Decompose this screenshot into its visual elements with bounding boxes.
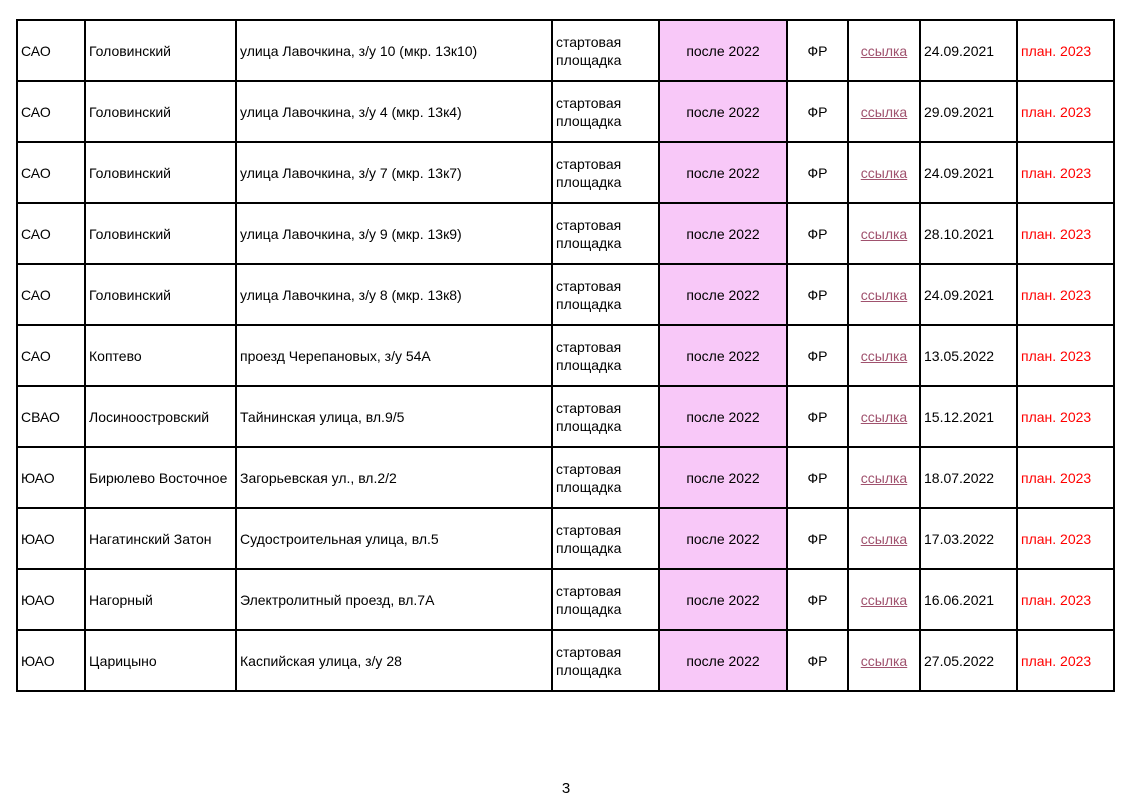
district-cell: САО [17, 264, 85, 325]
date-cell: 17.03.2022 [920, 508, 1017, 569]
area-cell: Лосиноостровский [85, 386, 236, 447]
source-cell: ФР [787, 569, 848, 630]
address-cell: Загорьевская ул., вл.2/2 [236, 447, 552, 508]
link-cell [848, 447, 920, 508]
date-cell: 29.09.2021 [920, 81, 1017, 142]
link-cell [848, 508, 920, 569]
area-cell: Бирюлево Восточное [85, 447, 236, 508]
site-type-cell: стартовая площадка [552, 81, 659, 142]
source-cell: ФР [787, 508, 848, 569]
address-cell: улица Лавочкина, з/у 8 (мкр. 13к8) [236, 264, 552, 325]
table-row [17, 447, 1114, 508]
link-cell [848, 325, 920, 386]
site-type-cell: стартовая площадка [552, 386, 659, 447]
area-cell: Головинский [85, 20, 236, 81]
site-type-cell: стартовая площадка [552, 630, 659, 691]
date-cell: 24.09.2021 [920, 20, 1017, 81]
period-cell: после 2022 [659, 20, 787, 81]
plan-cell: план. 2023 [1017, 325, 1114, 386]
district-cell: ЮАО [17, 630, 85, 691]
plan-cell: план. 2023 [1017, 264, 1114, 325]
table-row [17, 325, 1114, 386]
area-cell: Царицыно [85, 630, 236, 691]
document-link[interactable]: ссылка [860, 164, 908, 181]
table-row [17, 569, 1114, 630]
link-cell [848, 142, 920, 203]
plan-cell: план. 2023 [1017, 569, 1114, 630]
plan-cell: план. 2023 [1017, 508, 1114, 569]
plan-cell: план. 2023 [1017, 630, 1114, 691]
date-cell: 28.10.2021 [920, 203, 1017, 264]
area-cell: Нагорный [85, 569, 236, 630]
date-cell: 27.05.2022 [920, 630, 1017, 691]
page-number: 3 [561, 780, 571, 797]
period-cell: после 2022 [659, 447, 787, 508]
document-link[interactable]: ссылка [860, 286, 908, 303]
district-cell: СВАО [17, 386, 85, 447]
area-cell: Головинский [85, 142, 236, 203]
date-cell: 24.09.2021 [920, 264, 1017, 325]
period-cell: после 2022 [659, 630, 787, 691]
table-row [17, 203, 1114, 264]
document-link[interactable]: ссылка [860, 591, 908, 608]
date-cell: 24.09.2021 [920, 142, 1017, 203]
plan-cell: план. 2023 [1017, 203, 1114, 264]
site-type-cell: стартовая площадка [552, 20, 659, 81]
link-cell [848, 569, 920, 630]
district-cell: САО [17, 142, 85, 203]
document-link[interactable]: ссылка [860, 225, 908, 242]
source-cell: ФР [787, 325, 848, 386]
period-cell: после 2022 [659, 569, 787, 630]
document-link[interactable]: ссылка [860, 42, 908, 59]
site-type-cell: стартовая площадка [552, 325, 659, 386]
district-cell: САО [17, 203, 85, 264]
address-cell: Каспийская улица, з/у 28 [236, 630, 552, 691]
source-cell: ФР [787, 447, 848, 508]
district-cell: САО [17, 81, 85, 142]
district-cell: ЮАО [17, 447, 85, 508]
period-cell: после 2022 [659, 508, 787, 569]
area-cell: Коптево [85, 325, 236, 386]
district-cell: САО [17, 20, 85, 81]
site-type-cell: стартовая площадка [552, 142, 659, 203]
link-cell [848, 20, 920, 81]
link-cell [848, 264, 920, 325]
date-cell: 15.12.2021 [920, 386, 1017, 447]
table-row [17, 142, 1114, 203]
site-type-cell: стартовая площадка [552, 203, 659, 264]
table-row [17, 386, 1114, 447]
source-cell: ФР [787, 142, 848, 203]
table-row [17, 630, 1114, 691]
source-cell: ФР [787, 203, 848, 264]
plan-cell: план. 2023 [1017, 20, 1114, 81]
date-cell: 13.05.2022 [920, 325, 1017, 386]
address-cell: Судостроительная улица, вл.5 [236, 508, 552, 569]
table-row [17, 81, 1114, 142]
link-cell [848, 386, 920, 447]
table-row [17, 264, 1114, 325]
site-type-cell: стартовая площадка [552, 508, 659, 569]
period-cell: после 2022 [659, 203, 787, 264]
date-cell: 16.06.2021 [920, 569, 1017, 630]
district-cell: ЮАО [17, 569, 85, 630]
area-cell: Нагатинский Затон [85, 508, 236, 569]
plan-cell: план. 2023 [1017, 81, 1114, 142]
sites-table [16, 19, 1115, 692]
source-cell: ФР [787, 264, 848, 325]
address-cell: Электролитный проезд, вл.7А [236, 569, 552, 630]
source-cell: ФР [787, 630, 848, 691]
address-cell: улица Лавочкина, з/у 9 (мкр. 13к9) [236, 203, 552, 264]
plan-cell: план. 2023 [1017, 142, 1114, 203]
period-cell: после 2022 [659, 142, 787, 203]
site-type-cell: стартовая площадка [552, 569, 659, 630]
district-cell: ЮАО [17, 508, 85, 569]
document-link[interactable]: ссылка [860, 530, 908, 547]
plan-cell: план. 2023 [1017, 386, 1114, 447]
table-row [17, 20, 1114, 81]
area-cell: Головинский [85, 203, 236, 264]
site-type-cell: стартовая площадка [552, 447, 659, 508]
area-cell: Головинский [85, 264, 236, 325]
period-cell: после 2022 [659, 264, 787, 325]
document-link[interactable]: ссылка [860, 469, 908, 486]
document-link[interactable]: ссылка [860, 408, 908, 425]
period-cell: после 2022 [659, 325, 787, 386]
source-cell: ФР [787, 20, 848, 81]
plan-cell: план. 2023 [1017, 447, 1114, 508]
site-type-cell: стартовая площадка [552, 264, 659, 325]
district-cell: САО [17, 325, 85, 386]
source-cell: ФР [787, 81, 848, 142]
period-cell: после 2022 [659, 386, 787, 447]
document-link[interactable]: ссылка [860, 103, 908, 120]
address-cell: Тайнинская улица, вл.9/5 [236, 386, 552, 447]
document-link[interactable]: ссылка [860, 347, 908, 364]
source-cell: ФР [787, 386, 848, 447]
address-cell: проезд Черепановых, з/у 54А [236, 325, 552, 386]
document-link[interactable]: ссылка [860, 652, 908, 669]
table-row [17, 508, 1114, 569]
sites-table-body [17, 20, 1114, 691]
address-cell: улица Лавочкина, з/у 10 (мкр. 13к10) [236, 20, 552, 81]
link-cell [848, 630, 920, 691]
period-cell: после 2022 [659, 81, 787, 142]
link-cell [848, 81, 920, 142]
link-cell [848, 203, 920, 264]
address-cell: улица Лавочкина, з/у 7 (мкр. 13к7) [236, 142, 552, 203]
date-cell: 18.07.2022 [920, 447, 1017, 508]
area-cell: Головинский [85, 81, 236, 142]
address-cell: улица Лавочкина, з/у 4 (мкр. 13к4) [236, 81, 552, 142]
